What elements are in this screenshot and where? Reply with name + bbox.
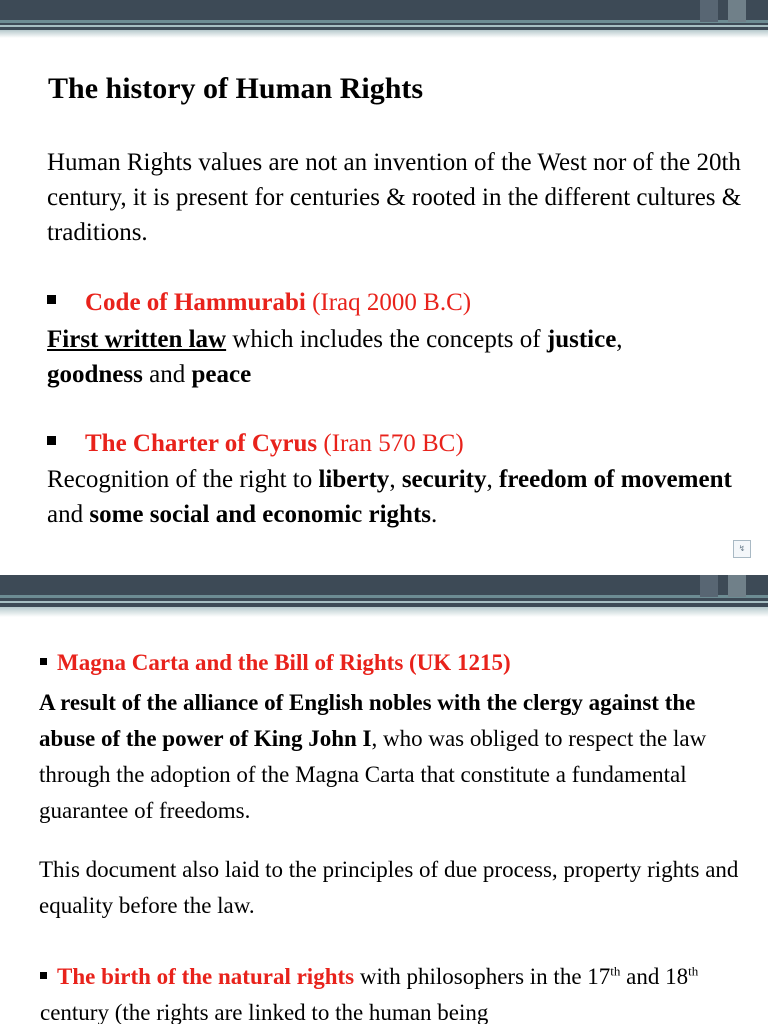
text-run: century (the rights are linked to the human being — [40, 1000, 489, 1024]
justice-text: justice — [546, 326, 617, 353]
principles-paragraph: This document also laid to the principles of due process, property rights and equality before the law. — [39, 857, 739, 918]
hammurabi-description — [47, 322, 757, 392]
square-bullet-icon — [40, 972, 47, 979]
cyrus-origin: (Iran 570 BC) — [317, 430, 464, 457]
header-tab — [700, 0, 718, 22]
square-bullet-icon — [47, 295, 56, 304]
text-run: and 18 — [620, 964, 689, 989]
natural-rights-paragraph — [40, 959, 740, 1024]
hammurabi-origin: (Iraq 2000 B.C) — [305, 289, 472, 316]
text-run: and — [47, 501, 90, 528]
header-stripe-light — [0, 25, 768, 27]
bullet-hammurabi — [47, 285, 471, 320]
superscript: th — [610, 963, 621, 979]
header-tab — [700, 575, 718, 597]
square-bullet-icon — [47, 436, 56, 445]
security-text: security — [401, 466, 487, 493]
text-run: , — [616, 326, 623, 353]
bullet-cyrus — [47, 426, 464, 461]
hammurabi-name: Code of Hammurabi — [85, 289, 306, 316]
slide-title: The history of Human Rights — [48, 72, 424, 105]
social-rights-text: some social and economic rights — [89, 501, 431, 528]
first-written-law: First written law — [47, 326, 227, 353]
cyrus-description — [47, 462, 757, 532]
text-run: , — [389, 466, 402, 493]
magna-description — [39, 685, 739, 829]
cyrus-name: The Charter of Cyrus — [85, 430, 318, 457]
text-run: Recognition of the right to — [47, 466, 319, 493]
header-stripe-light — [0, 601, 768, 603]
magna-heading-text: Magna Carta and the Bill of Rights (UK 1215) — [57, 650, 511, 675]
text-run: and — [142, 361, 192, 388]
alliance-text: A result of the alliance of English nobles with the clergy against the abuse of the power of King John I — [39, 690, 696, 751]
text-run: . — [431, 501, 438, 528]
freedom-text: freedom of movement — [499, 466, 732, 493]
page-link-icon[interactable]: ↯ — [733, 540, 751, 558]
natural-rights-heading: The birth of the natural rights — [57, 964, 355, 989]
text-run: with philosophers in the 17 — [354, 964, 611, 989]
text-run: , who was obliged to respect the law through the adoption of the Magna Carta that constitute a fundamental guarantee of freedoms. — [39, 726, 707, 823]
header-fade — [0, 607, 768, 617]
header-fade — [0, 30, 768, 38]
header-stripe — [0, 595, 768, 598]
goodness-text: goodness — [47, 361, 143, 388]
header-tab — [728, 0, 746, 22]
text-run: which includes the concepts of — [226, 326, 547, 353]
slide-header-bar — [0, 575, 768, 607]
superscript: th — [688, 963, 699, 979]
slide-2 — [0, 575, 768, 1024]
header-stripe — [0, 20, 768, 23]
text-run: , — [486, 466, 500, 493]
square-bullet-icon — [40, 658, 47, 665]
header-tab — [728, 575, 746, 597]
magna-heading — [40, 645, 740, 681]
slide-gap — [0, 562, 768, 575]
peace-text: peace — [191, 361, 252, 388]
liberty-text: liberty — [318, 466, 390, 493]
intro-paragraph: Human Rights values are not an invention of the West nor of the 20th century, it is present for centuries & rooted in the different cultures & traditions. — [47, 149, 742, 246]
slide-header-bar — [0, 0, 768, 30]
